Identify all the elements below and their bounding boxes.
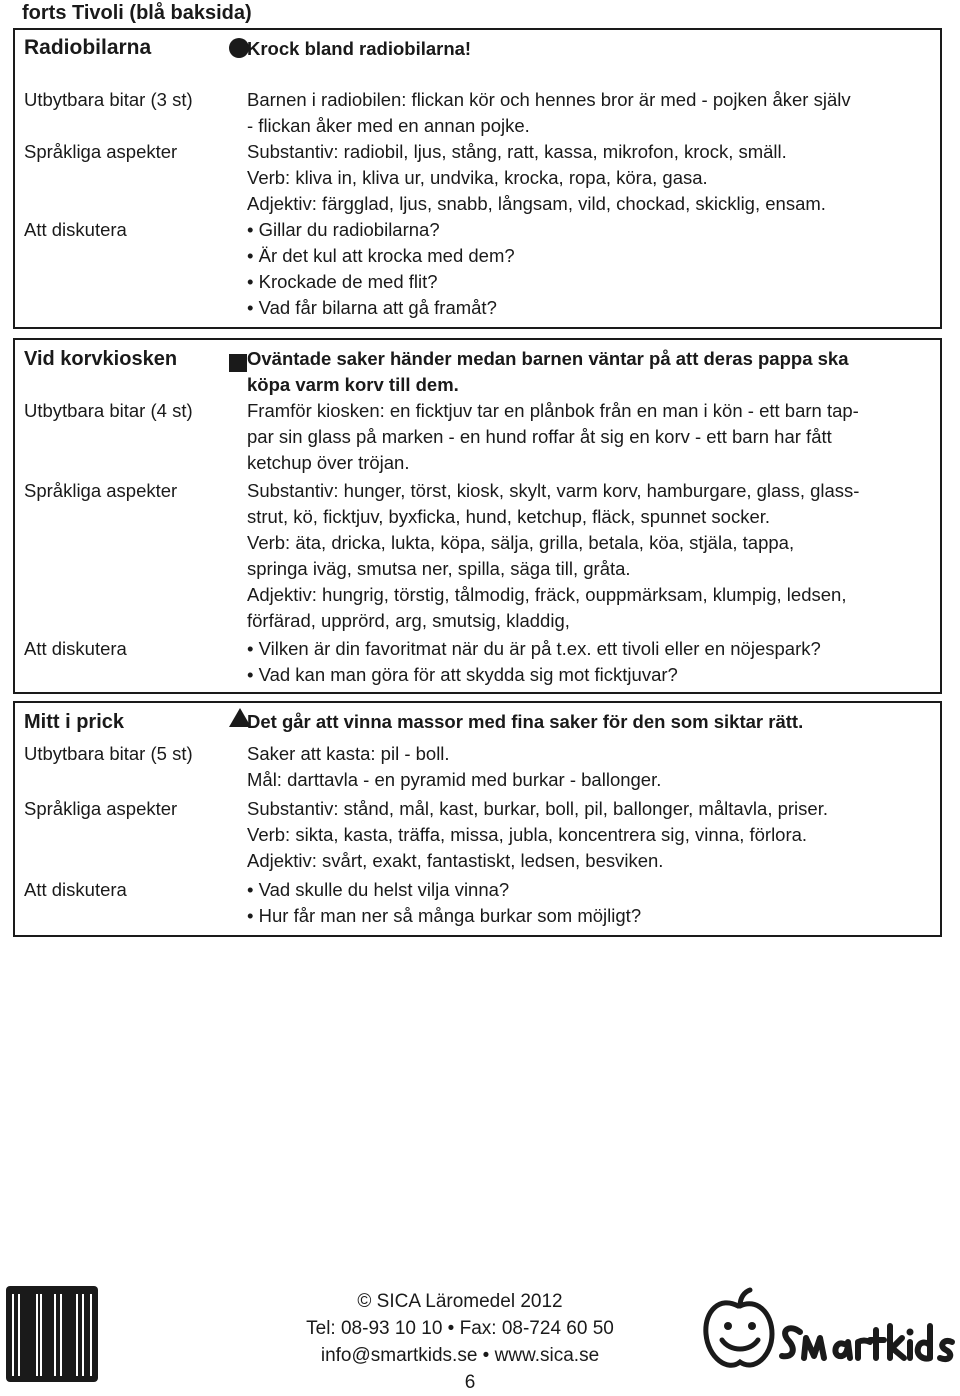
row-label: Utbytbara bitar (4 st) xyxy=(24,400,193,421)
footer-web: info@smartkids.se • www.sica.se xyxy=(320,1345,600,1366)
list-item: • Vad får bilarna att gå framåt? xyxy=(247,295,932,321)
footer-phone: Tel: 08-93 10 10 • Fax: 08-724 60 50 xyxy=(306,1318,614,1339)
list-item: • Vad skulle du helst vilja vinna? xyxy=(247,877,932,903)
row-label: Språkliga aspekter xyxy=(24,480,178,501)
row-text: Saker att kasta: pil - boll. Mål: darttavla - en pyramid med burkar - ballonger. xyxy=(247,743,662,790)
row-label: Att diskutera xyxy=(24,879,127,900)
row-text: Framför kiosken: en ficktjuv tar en plånbok från en man i kön - ett barn tap- par sin glass på marken - en hund roffar åt sig en korv - ett barn har fått ketchup över tröjan. xyxy=(247,400,859,473)
section-mitt-i-prick xyxy=(13,701,942,937)
list-item: • Vad kan man göra för att skydda sig mot ficktjuvar? xyxy=(247,662,932,688)
row-label: Att diskutera xyxy=(24,638,127,659)
page-title: forts Tivoli (blå baksida) xyxy=(22,2,252,24)
footer-copyright: © SICA Läromedel 2012 xyxy=(357,1291,563,1312)
section-radiobilarna xyxy=(13,28,942,329)
row-label: Språkliga aspekter xyxy=(24,141,178,162)
smartkids-logo xyxy=(700,1286,960,1381)
row-text: Substantiv: stånd, mål, kast, burkar, boll, pil, ballonger, måltavla, priser. Verb: sikta, kasta, träffa, missa, jubla, koncentrera sig, vinna, förlora. Adjektiv: svårt, exakt, fantastiskt, ledsen, besviken. xyxy=(247,798,828,871)
row-text: Substantiv: hunger, törst, kiosk, skylt, varm korv, hamburgare, glass, glass- strut, kö, ficktjuv, byxficka, hund, ketchup, fläck, spunnet socker. Verb: äta, dricka, lukta, köpa, sälja, grilla, betala, köa, stjäla, tappa, springa iväg, smutsa ner, spilla, säga till, gråta. Adjektiv: hungrig, törstig, tålmodig, fräck, ouppmärksam, klumpig, ledsen, förfärad, upprörd, arg, smutsig, kladdig, xyxy=(247,480,860,631)
section-title: Mitt i prick xyxy=(24,711,125,733)
bullet-list xyxy=(241,874,941,936)
square-icon xyxy=(229,354,247,372)
list-item: • Krockade de med flit? xyxy=(247,269,932,295)
bullet-list xyxy=(241,217,941,328)
sica-logo xyxy=(4,1284,100,1389)
section-headline: Oväntade saker händer medan barnen väntar på att deras pappa ska köpa varm korv till dem. xyxy=(247,348,849,395)
list-item: • Hur får man ner så många burkar som möjligt? xyxy=(247,903,932,929)
bullet-list xyxy=(241,634,941,693)
section-vid-korvkiosken xyxy=(13,338,942,694)
section-headline: Krock bland radiobilarna! xyxy=(247,38,472,59)
section-headline: Det går att vinna massor med fina saker för den som siktar rätt. xyxy=(247,711,804,732)
section-title: Vid korvkiosken xyxy=(24,348,178,370)
list-item: • Vilken är din favoritmat när du är på t.ex. ett tivoli eller en nöjespark? xyxy=(247,636,932,662)
list-item: • Är det kul att krocka med dem? xyxy=(247,243,932,269)
row-label: Språkliga aspekter xyxy=(24,798,178,819)
page-number: 6 xyxy=(464,1372,476,1393)
row-text: Barnen i radiobilen: flickan kör och hennes bror är med - pojken åker själv - flickan åker med en annan pojke. xyxy=(247,89,851,136)
row-label: Att diskutera xyxy=(24,219,127,240)
row-text: Substantiv: radiobil, ljus, stång, ratt, kassa, mikrofon, krock, smäll. Verb: kliva in, kliva ur, undvika, krocka, ropa, köra, gasa. Adjektiv: färgglad, ljus, snabb, långsam, vild, chockad, skicklig, ensam. xyxy=(247,141,826,214)
list-item: • Gillar du radiobilarna? xyxy=(247,217,932,243)
circle-icon xyxy=(229,38,249,58)
row-label: Utbytbara bitar (5 st) xyxy=(24,743,193,764)
row-label: Utbytbara bitar (3 st) xyxy=(24,89,193,110)
section-title: Radiobilarna xyxy=(24,36,152,59)
